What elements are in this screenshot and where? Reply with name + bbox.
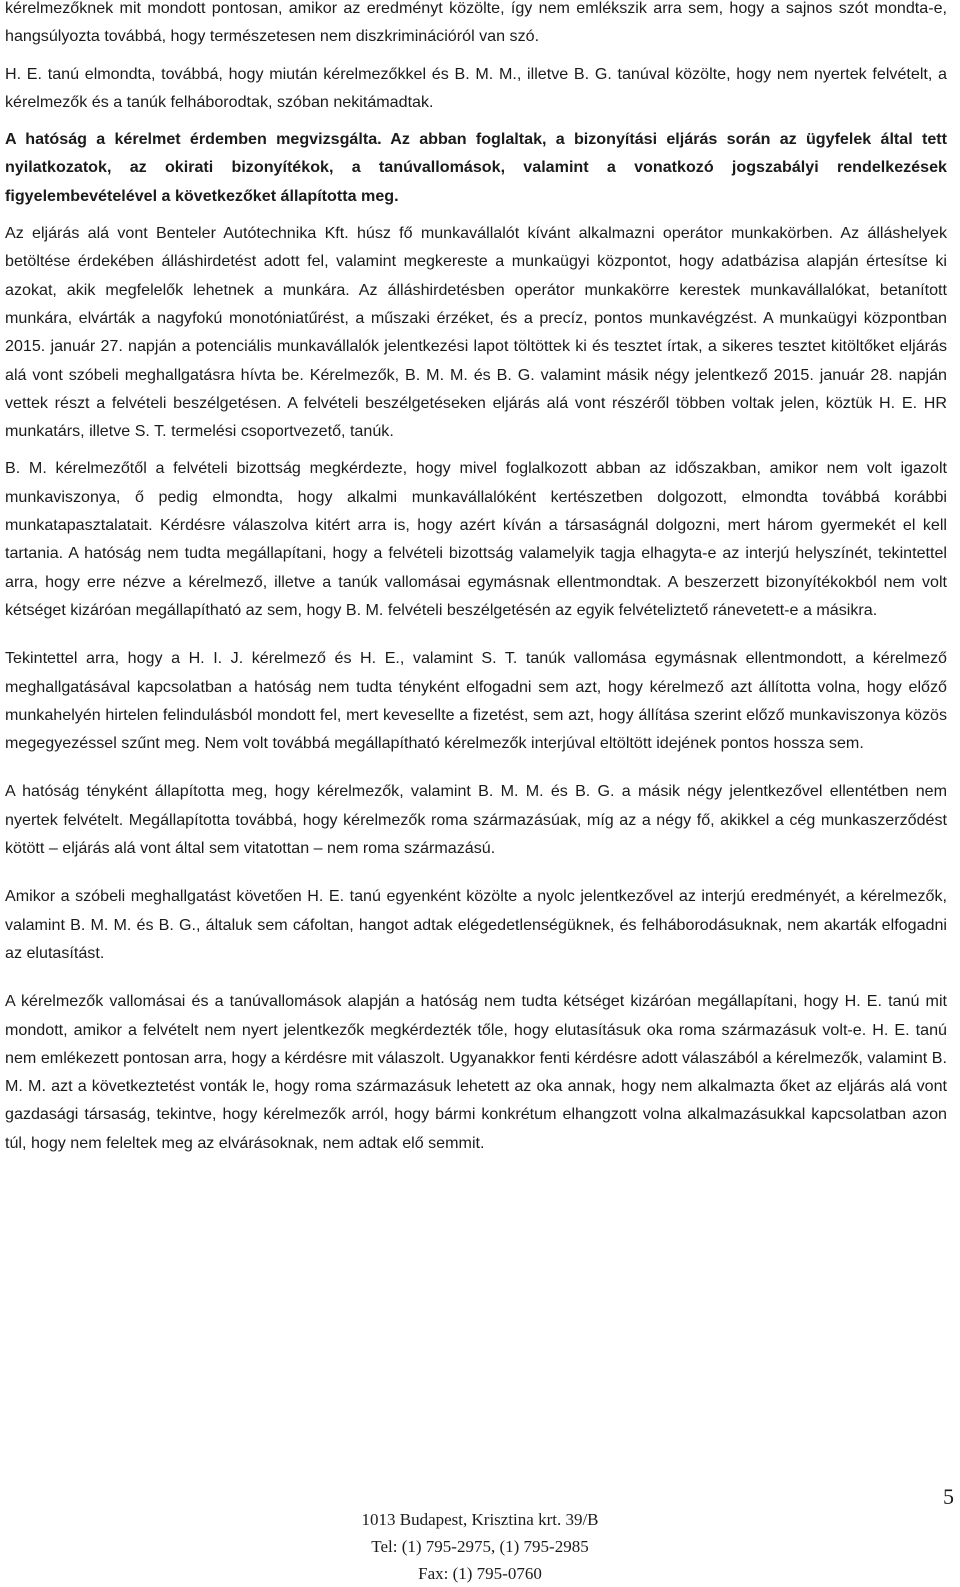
footer-fax: Fax: (1) 795-0760 — [418, 1564, 542, 1583]
paragraph-text: B. M. kérelmezőtől a felvételi bizottság megkérdezte, hogy mivel foglalkozott abban az időszakban, amikor nem volt igazolt munkaviszonya, ő pedig elmondta, hogy alkalmi munkavállalóként kertészetben dolgozott, elmondta továbbá korábbi munkatapasztalatait. Kérdésre válaszolva kitért arra is, hogy azért kíván a társaságnál dolgozni, mert három gyermekét el kell tartania. A hatóság nem tudta megállapítani, hogy a felvételi bizottság valamelyik tagja elhagyta-e az interjú helyszínét, tekintettel arra, hogy erre nézve a kérelmező, illetve a tanúk vallomásai egymásnak ellentmondtak. A beszerzett bizonyítékokból nem volt kétséget kizáróan megállapítható az sem, hogy B. M. felvételi beszélgetésén az egyik felvételiztető ránevetett-e a másikra. — [5, 459, 947, 619]
paragraph-text: A kérelmezők vallomásai és a tanúvallomások alapján a hatóság nem tudta kétséget kizáróan megállapítani, hogy H. E. tanú mit mondott, amikor a felvételt nem nyert jelentkezők megkérdezték tőle, hogy elutasításuk oka roma származásuk volt-e. H. E. tanú nem emlékezett pontosan arra, hogy a kérdésre mit válaszolt. Ugyanakkor fenti kérdésre adott válaszából a kérelmezők, valamint B. M. M. azt a következtetést vonták le, hogy roma származásuk lehetett az oka annak, hogy nem alkalmazta őket az eljárás alá vont gazdasági társaság, tekintve, hogy kérelmezők arról, hogy bármi konkrétum elhangzott volna alkalmazásukkal kapcsolatban azon túl, hogy nem feleltek meg az elvárásoknak, nem adtak elő semmit. — [5, 992, 947, 1152]
paragraph — [5, 219, 947, 445]
paragraph — [5, 644, 947, 757]
paragraph — [5, 777, 947, 862]
paragraph — [5, 987, 947, 1157]
footer-tel: Tel: (1) 795-2975, (1) 795-2985 — [371, 1537, 589, 1556]
paragraph-text: kérelmezőknek mit mondott pontosan, amikor az eredményt közölte, így nem emlékszik arra sem, hogy a sajnos szót mondta-e, hangsúlyozta továbbá, hogy természetesen nem diszkriminációról van szó. — [5, 0, 947, 46]
paragraph-bold — [5, 125, 947, 210]
page-number: 5 — [943, 1484, 954, 1509]
document-page — [5, 0, 947, 1586]
paragraph-text: Az eljárás alá vont Benteler Autótechnika Kft. húsz fő munkavállalót kívánt alkalmazni operátor munkakörben. Az álláshelyek betöltése érdekében álláshirdetést adott fel, valamint megkereste a munkaügyi központot, hogy adatbázisa alapján értesítse ki azokat, akik megfelelők lehetnek a munkára. Az álláshirdetésben operátor munkakörre kerestek munkavállalókat, betanított munkára, elvárták a nagyfokú monotóniatűrést, a műszaki érzéket, és a precíz, pontos munkavégzést. A munkaügyi központban 2015. január 27. napján a potenciális munkavállalók jelentkezési lapot töltöttek ki és tesztet írtak, a sikeres tesztet kitöltőket eljárás alá vont szóbeli meghallgatásra hívta be. Kérelmezők, B. M. M. és B. G. valamint másik négy jelentkező 2015. január 28. napján vettek részt a felvételi beszélgetésen. A felvételi beszélgetéseken eljárás alá vont részéről többen voltak jelen, köztük H. E. HR munkatárs, illetve S. T. termelési csoportvezető, tanúk. — [5, 224, 947, 441]
paragraph — [5, 454, 947, 624]
paragraph — [5, 0, 947, 51]
paragraph-text: H. E. tanú elmondta, továbbá, hogy miután kérelmezőkkel és B. M. M., illetve B. G. tanúval közölte, hogy nem nyertek felvételt, a kérelmezők és a tanúk felháborodtak, szóban nekitámadtak. — [5, 64, 947, 111]
paragraph — [5, 60, 947, 117]
paragraph-text: Amikor a szóbeli meghallgatást követően H. E. tanú egyenként közölte a nyolc jelentkezővel az interjú eredményét, a kérelmezők, valamint B. M. M. és B. G., általuk sem cáfoltan, hangot adtak elégedetlenségüknek, és felháborodásuknak, nem akarták elfogadni az elutasítást. — [5, 887, 947, 962]
paragraph — [5, 882, 947, 967]
footer — [0, 1506, 960, 1587]
paragraph-text: Tekintettel arra, hogy a H. I. J. kérelmező és H. E., valamint S. T. tanúk vallomása egymásnak ellentmondott, a kérelmező meghallgatásával kapcsolatban a hatóság nem tudta tényként elfogadni sem azt, hogy kérelmező azt állította volna, hogy előző munkahelyén hirtelen felindulásból mondott fel, mert kevesellte a fizetést, sem azt, hogy állítása szerint előző munkaviszonya közös megegyezéssel szűnt meg. Nem volt továbbá megállapítható kérelmezők interjúval eltöltött idejének pontos hossza sem. — [5, 649, 947, 753]
footer-address: 1013 Budapest, Krisztina krt. 39/B — [361, 1510, 599, 1529]
paragraph-bold-text: A hatóság a kérelmet érdemben megvizsgálta. Az abban foglaltak, a bizonyítási eljárás során az ügyfelek által tett nyilatkozatok, az okirati bizonyítékok, a tanúvallomások, valamint a vonatkozó jogszabályi rendelkezések figyelembevételével a következőket állapította meg. — [5, 130, 947, 205]
paragraph-text: A hatóság tényként állapította meg, hogy kérelmezők, valamint B. M. M. és B. G. a másik négy jelentkezővel ellentétben nem nyertek felvételt. Megállapította továbbá, hogy kérelmezők roma származásúak, míg az a négy fő, akikkel a cég munkaszerződést kötött – eljárás alá vont által sem vitatottan – nem roma származású. — [5, 782, 947, 858]
